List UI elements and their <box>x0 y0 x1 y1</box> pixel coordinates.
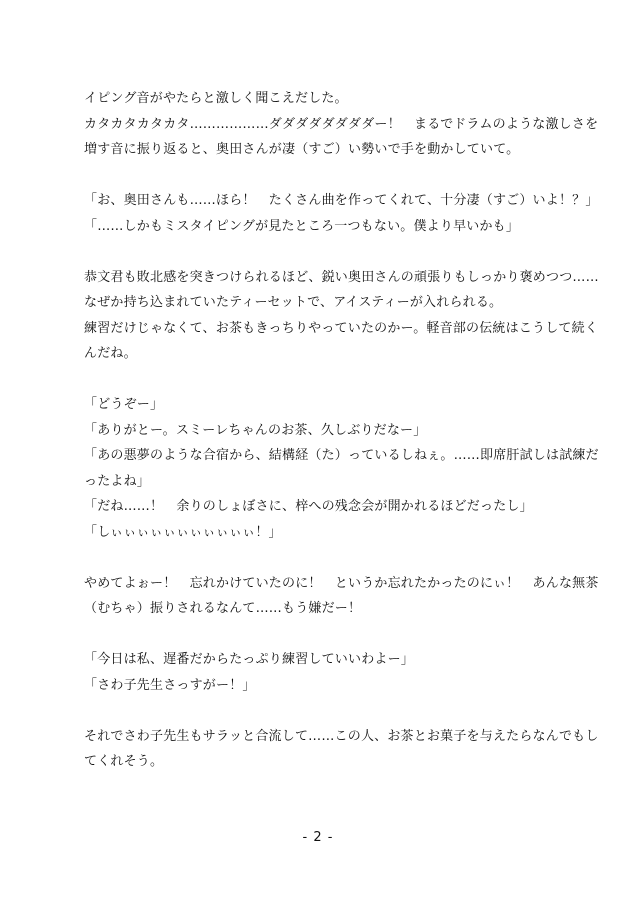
text-line: やめてよぉー！ 忘れかけていたのに！ というか忘れたかったのにぃ！ あんな無茶 <box>84 575 599 591</box>
text-line: 「今日は私、遅番だからたっぷり練習していいわよー」 <box>84 652 415 667</box>
body-text <box>84 86 599 775</box>
text-line: 「あの悪夢のような合宿から、結構経（た）っているしねぇ。……即席肝試しは試練だ <box>84 448 599 463</box>
text-line: それでさわ子先生もサラッと合流して……この人、お茶とお菓子を与えたらなんでもし <box>84 728 599 744</box>
paragraph-gap <box>84 698 564 724</box>
paragraph-gap <box>84 622 564 648</box>
text-line: 「お、奥田さんも……ほら！ たくさん曲を作ってくれて、十分凄（すご）いよ！？」 <box>84 193 599 208</box>
text-line: ったよね」 <box>84 473 151 489</box>
text-line: 「さわ子先生さっすがー！」 <box>84 677 256 693</box>
text-line: 増す音に振り返ると、奥田さんが凄（すご）い勢いで手を動かしていて。 <box>84 142 520 157</box>
text-line: 「ありがとー。スミーレちゃんのお茶、久しぶりだなー」 <box>84 422 427 438</box>
text-line: てくれそう。 <box>84 754 164 769</box>
text-line: 練習だけじゃなくて、お茶もきっちりやっていたのかー。軽音部の伝統はこうして続く <box>84 320 599 336</box>
text-line: んだね。 <box>84 346 137 361</box>
page-number: - 2 - <box>302 830 334 845</box>
text-line: 「どうぞー」 <box>84 397 164 412</box>
text-line: イピング音がやたらと激しく聞こえだした。 <box>84 91 348 106</box>
text-line: なぜか持ち込まれていたティーセットで、アイスティーが入れられる。 <box>84 295 503 310</box>
text-line: 恭文君も敗北感を突きつけられるほど、鋭い奥田さんの頑張りもしっかり褒めつつ…… <box>84 269 599 285</box>
paragraph-gap <box>84 545 564 571</box>
text-line: （むちゃ）振りされるなんて……もう嫌だー！ <box>84 601 362 616</box>
text-line: 「……しかもミスタイピングが見たところ一つもない。僕より早いかも」 <box>84 218 520 234</box>
paragraph-gap <box>84 367 564 393</box>
text-line: カタカタカタカタ………………ダダダダダダダダー！ まるでドラムのような激しさを <box>84 116 599 132</box>
text-line: 「だね……！ 余りのしょぼさに、梓への残念会が開かれるほどだったし」 <box>84 499 533 514</box>
paragraph-gap <box>84 239 564 265</box>
text-line: 「しぃぃぃぃぃぃぃぃぃぃぃ！」 <box>84 524 282 540</box>
paragraph-gap <box>84 163 564 189</box>
